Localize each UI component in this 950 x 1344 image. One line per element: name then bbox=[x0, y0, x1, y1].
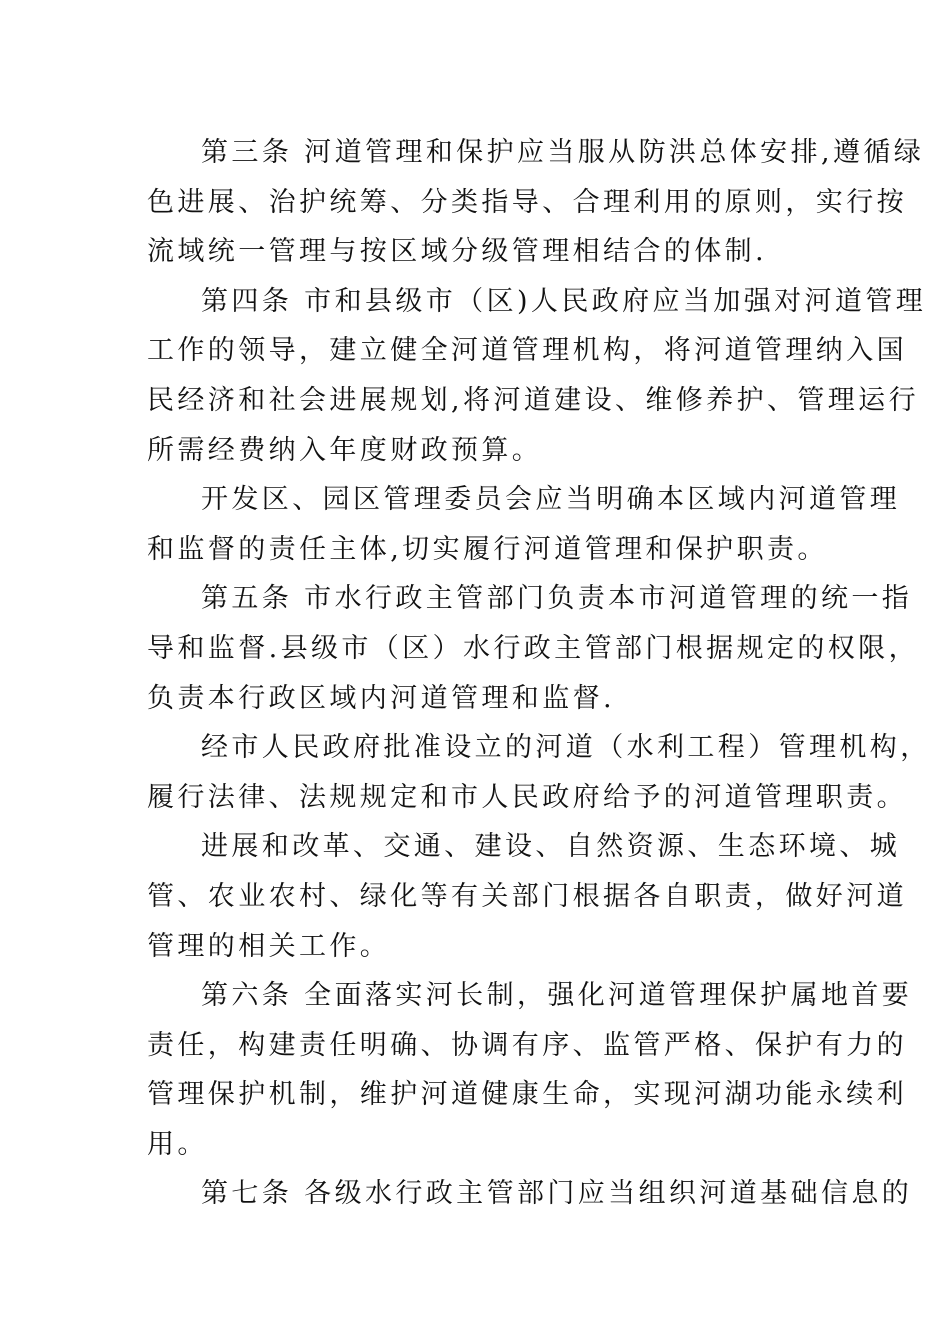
text-line: 第五条 市水行政主管部门负责本市河道管理的统一指 bbox=[201, 583, 913, 615]
article-4-paragraph bbox=[147, 277, 927, 475]
text-line: 进展和改革、交通、建设、自然资源、生态环境、城 bbox=[201, 831, 901, 863]
text-line: 所需经费纳入年度财政预算。 bbox=[147, 434, 543, 466]
text-line: 和监督的责任主体,切实履行河道管理和保护职责。 bbox=[147, 533, 828, 565]
article-3-paragraph bbox=[147, 128, 925, 277]
text-line: 责任，构建责任明确、协调有序、监管严格、保护有力的 bbox=[147, 1029, 907, 1061]
text-line: 第七条 各级水行政主管部门应当组织河道基础信息的 bbox=[201, 1178, 913, 1210]
text-line: 负责本行政区域内河道管理和监督. bbox=[147, 682, 615, 714]
text-line: 开发区、园区管理委员会应当明确本区域内河道管理 bbox=[201, 484, 901, 516]
text-line: 用。 bbox=[147, 1128, 208, 1160]
text-line: 第三条 河道管理和保护应当服从防洪总体安排,遵循绿 bbox=[201, 137, 925, 168]
text-line: 管、农业农村、绿化等有关部门根据各自职责，做好河道 bbox=[147, 880, 907, 912]
text-line: 经市人民政府批准设立的河道（水利工程）管理机构， bbox=[201, 732, 931, 764]
text-line: 民经济和社会进展规划,将河道建设、维修养护、管理运行 bbox=[147, 384, 919, 416]
text-line: 第四条 市和县级市（区)人民政府应当加强对河道管理 bbox=[201, 285, 927, 317]
text-line: 色进展、治护统筹、分类指导、合理利用的原则，实行按 bbox=[147, 186, 907, 218]
text-line: 工作的领导，建立健全河道管理机构，将河道管理纳入国 bbox=[147, 335, 907, 367]
text-line: 管理的相关工作。 bbox=[147, 930, 391, 962]
text-line: 履行法律、法规规定和市人民政府给予的河道管理职责。 bbox=[147, 781, 907, 813]
text-line: 第六条 全面落实河长制，强化河道管理保护属地首要 bbox=[201, 980, 913, 1012]
document-body bbox=[147, 128, 931, 1219]
text-line: 管理保护机制，维护河道健康生命，实现河湖功能永续利 bbox=[147, 1079, 907, 1111]
related-departments-paragraph bbox=[147, 822, 907, 971]
text-line: 流域统一管理与按区域分级管理相结合的体制. bbox=[147, 236, 767, 268]
management-agency-paragraph bbox=[147, 723, 931, 822]
article-5-paragraph bbox=[147, 574, 919, 723]
text-line: 导和监督.县级市（区）水行政主管部门根据规定的权限， bbox=[147, 632, 919, 664]
article-7-paragraph bbox=[147, 1169, 913, 1219]
development-zone-paragraph bbox=[147, 475, 901, 574]
article-6-paragraph bbox=[147, 971, 913, 1169]
